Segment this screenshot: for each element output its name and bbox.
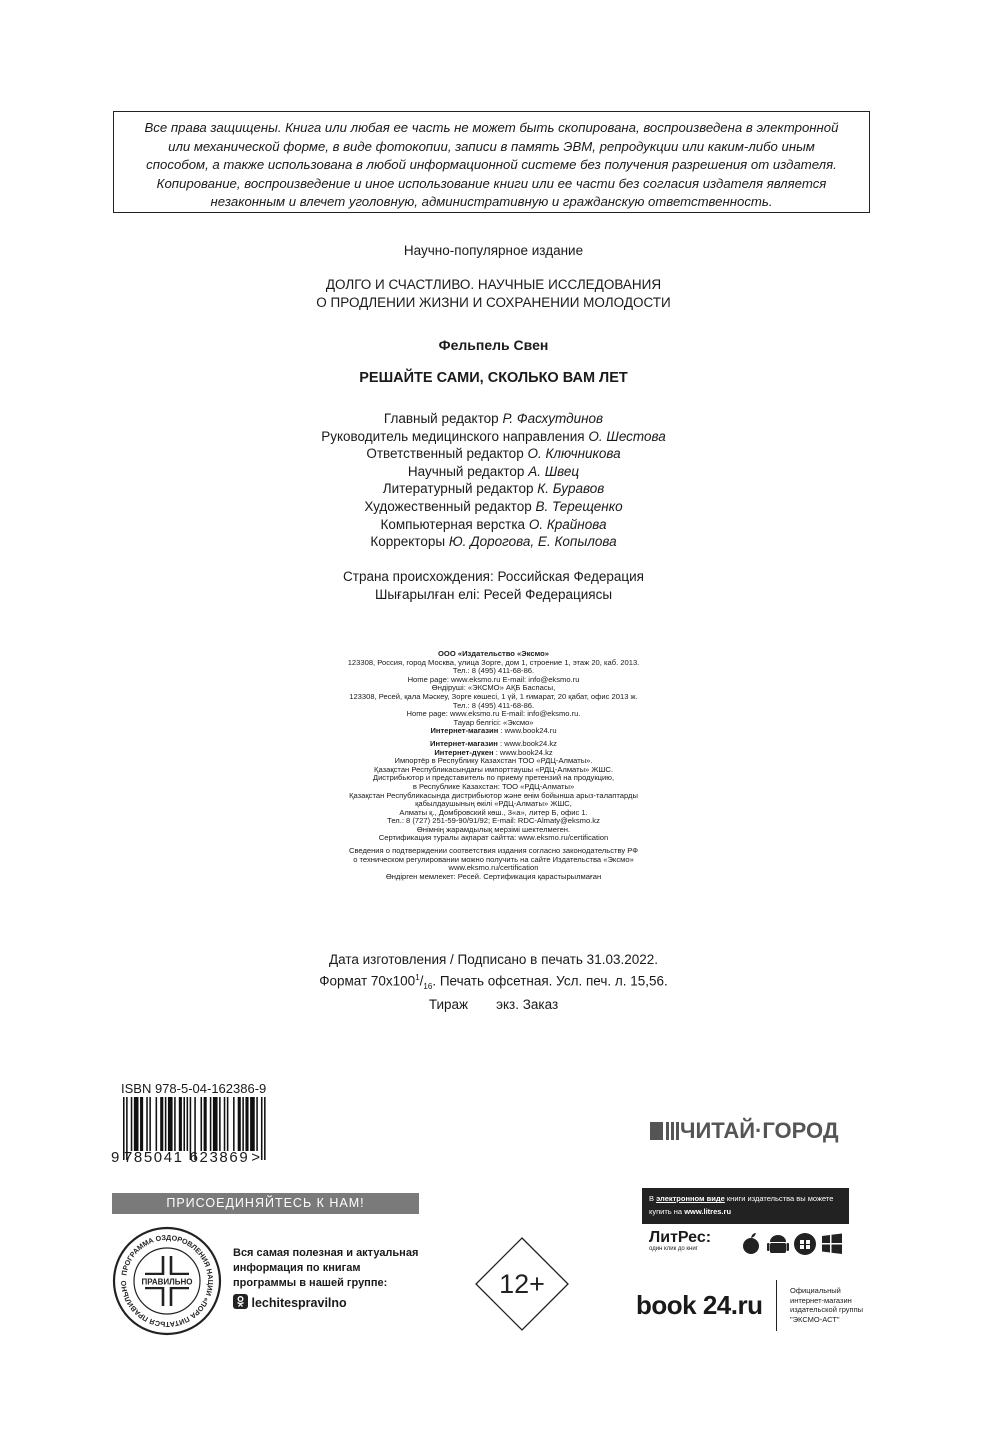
barcode-bar [183, 1097, 185, 1151]
barcode-bar [233, 1097, 235, 1151]
barcode-bar [219, 1097, 221, 1151]
book24-desc: Официальный интернет-магазин издательской группы "ЭКСМО-АСТ" [790, 1286, 864, 1324]
litres-banner: В электронном виде книги издательства вы можете купить на www.litres.ru [642, 1188, 849, 1224]
barcode-bar [160, 1097, 163, 1151]
publisher-line: Өнімнің жарамдылық мерзімі шектелмеген. [416, 824, 571, 834]
barcode-bar [140, 1097, 143, 1151]
windows-phone-icon [794, 1233, 816, 1255]
barcode-bar [134, 1097, 139, 1151]
publisher-line: Тел.: 8 (727) 251-59-90/91/92; E-mail: RDC-Almaty@eksmo.kz [387, 816, 600, 826]
staff-row: Руководитель медицинского направления О. Шестова [321, 428, 666, 444]
staff-row: Главный редактор Р. Фасхутдинов [383, 411, 604, 426]
barcode-bar [174, 1097, 176, 1151]
author: Фельпель Свен [438, 337, 549, 353]
publisher-line: Импортёр в Республику Казахстан ТОО «РДЦ-Алматы». [394, 756, 593, 766]
publisher-line: Интернет-магазин : www.book24.ru [430, 726, 557, 736]
publisher-line: Өндірген мемлекет: Ресей. Сертификация қарастырылмаған [385, 871, 602, 881]
publisher-line: Қазақстан Республикасындағы импорттаушы «РДЦ-Алматы» ЖШС. [374, 764, 613, 774]
publisher-line: Сведения о подтверждении соответствия издания согласно законодательству РФ [348, 846, 639, 856]
staff-row: Художественный редактор В. Терещенко [364, 498, 623, 514]
chitai-gorod-logo: ЧИТАЙ·ГОРОД [650, 1118, 839, 1144]
barcode-digits: 9 785041 623869 > [111, 1149, 262, 1166]
origin-line: Страна происхождения: Российская Федерация [343, 569, 644, 584]
origin-line: Шығарылған елі: Ресей Федерациясы [374, 586, 613, 602]
staff-row: Научный редактор А. Швец [407, 463, 580, 479]
publisher-line: Алматы қ., Домбровский көш., 3«а», литер Б, офис 1. [399, 807, 588, 817]
barcode-bar [242, 1097, 244, 1151]
barcode-bar [227, 1097, 229, 1151]
publisher-line: 123308, Ресей, қала Мәскеу, Зорге көшесі, 1 үй, 1 ғимарат, 20 қабат, офис 2013 ж. [349, 691, 638, 701]
svg-text:ПРОГРАММА ОЗДОРОВЛЕНИЯ НАЦИИ «: ПРОГРАММА ОЗДОРОВЛЕНИЯ НАЦИИ «ПОРА ПИТАТЬСЯ ПРАВИЛЬНО [118, 1232, 216, 1330]
barcode-bar [245, 1097, 248, 1151]
publisher-line: Home page: www.eksmo.ru E-mail: info@eksmo.ru. [406, 709, 581, 719]
staff-list [0, 410, 987, 551]
odnoklassniki-icon [233, 1294, 248, 1309]
publisher-line: о техническом регулировании можно получить на сайте Издательства «Эксмо» [353, 854, 634, 864]
publisher-line: Интернет-магазин : www.book24.kz [430, 738, 557, 748]
publisher-line: Дистрибьютор и представитель по приему претензий на продукцию, [372, 773, 615, 783]
series-line: О ПРОДЛЕНИИ ЖИЗНИ И СОХРАНЕНИИ МОЛОДОСТИ [316, 294, 671, 310]
copyright-notice [113, 111, 870, 213]
staff-row: Компьютерная верстка О. Крайнова [380, 516, 607, 532]
series-line: ДОЛГО И СЧАСТЛИВО. НАУЧНЫЕ ИССЛЕДОВАНИЯ [325, 277, 662, 292]
publisher-info [0, 650, 987, 881]
copyright-line: Копирование, воспроизведение и иное использование книги или ее части без согласия издателя является [156, 175, 827, 191]
android-icon [767, 1235, 789, 1253]
copyright-line: или механической форме, в виде фотокопии, записи в память ЭВМ, репродукции или каким-либо иным [168, 138, 815, 154]
divider [776, 1280, 777, 1331]
publisher-line: ООО «Издательство «Эксмо» [438, 649, 549, 658]
print-format: Формат $70x100^1/_{16}$. Печать офсетная. Усл. печ. л. 15,56. [319, 973, 668, 992]
print-date: Дата изготовления / Подписано в печать 31.03.2022. [329, 952, 658, 967]
publisher-line: Сертификация туралы ақпарат сайтта: www.eksmo.ru/certification [378, 833, 609, 843]
series-title [0, 276, 987, 311]
apple-icon [743, 1233, 759, 1254]
platform-icons [742, 1232, 846, 1261]
staff-row: Ответственный редактор О. Ключникова [366, 446, 621, 462]
svg-text:12+: 12+ [499, 1269, 545, 1299]
social-link[interactable] [233, 1294, 347, 1310]
publisher-line: в Республике Казахстан: ТОО «РДЦ-Алматы» [412, 781, 575, 791]
barcode-bar [204, 1097, 207, 1151]
publisher-line: Тауар белгісі: «Эксмо» [453, 717, 534, 727]
publisher-line: Интернет-дүкен : www.book24.kz [434, 747, 553, 757]
barcode-bar [256, 1097, 258, 1151]
promo-text: Вся самая полезная и актуальная информация по книгам программы в нашей группе: [233, 1247, 419, 1289]
publisher-line: www.eksmo.ru/certification [448, 863, 539, 873]
barcode-bar [238, 1097, 241, 1151]
barcode-bar [156, 1097, 158, 1151]
publisher-line: Home page: www.eksmo.ru E-mail: info@eksmo.ru [407, 674, 580, 684]
print-tirage: Тираж экз. Заказ [428, 997, 559, 1013]
edition-type: Научно-популярное издание [403, 243, 584, 258]
barcode-bar [213, 1097, 218, 1151]
barcode-bar [201, 1097, 203, 1151]
copyright-line: незаконным и влечет уголовную, административную и гражданскую ответственность. [210, 194, 773, 209]
staff-row: Корректоры Ю. Дорогова, Е. Копылова [370, 534, 617, 550]
publisher-line: қабылдаушының өкілі «РДЦ-Алматы» ЖШС, [415, 799, 572, 809]
svg-text:ПРАВИЛЬНО: ПРАВИЛЬНО [141, 1277, 193, 1287]
book-title: РЕШАЙТЕ САМИ, СКОЛЬКО ВАМ ЛЕТ [359, 370, 628, 386]
social-handle[interactable]: lechitespravilno [251, 1296, 347, 1310]
publisher-line: Тел.: 8 (495) 411-68-86. [452, 666, 535, 676]
book24-logo: book 24.ru [636, 1290, 763, 1320]
barcode-bar [168, 1097, 173, 1151]
barcode-bar [165, 1097, 167, 1151]
age-rating [474, 1236, 570, 1337]
barcode-bar [131, 1097, 133, 1151]
barcode-bar [179, 1097, 182, 1151]
barcode-bar [250, 1097, 255, 1151]
isbn: ISBN 978-5-04-162386-9 [121, 1081, 267, 1096]
barcode-bar [224, 1097, 226, 1151]
origin-info [0, 568, 987, 603]
publisher-line: Қазақстан Республикасында дистрибьютор және өнім бойынша арыз-талаптарды [349, 790, 638, 800]
barcode-bar [187, 1097, 189, 1151]
publisher-line: 123308, Россия, город Москва, улица Зорге, дом 1, строение 1, этаж 20, каб. 2013. [347, 657, 640, 667]
pravilno-badge [112, 1226, 222, 1341]
publisher-line: Өндіруші: «ЭКСМО» АҚБ Баспасы, [431, 683, 556, 693]
join-banner: ПРИСОЕДИНЯЙТЕСЬ К НАМ! [112, 1193, 419, 1214]
windows-icon [822, 1234, 842, 1255]
copyright-line: Все права защищены. Книга или любая ее часть не может быть скопирована, воспроизведена в электронной [144, 120, 839, 135]
barcode-bar [264, 1097, 266, 1160]
barcode-bar [210, 1097, 212, 1151]
copyright-line: способом, а также использована в любой информационной системе без получения разрешения от издателя. [146, 157, 837, 172]
barcode-bar [149, 1097, 151, 1151]
staff-row: Литературный редактор К. Буравов [382, 481, 605, 497]
barcode-bar [146, 1097, 148, 1151]
print-info [0, 951, 987, 1014]
litres-logo: ЛитРес: один клик до книг [649, 1229, 712, 1252]
publisher-line: Тел.: 8 (495) 411-68-86. [452, 700, 535, 710]
